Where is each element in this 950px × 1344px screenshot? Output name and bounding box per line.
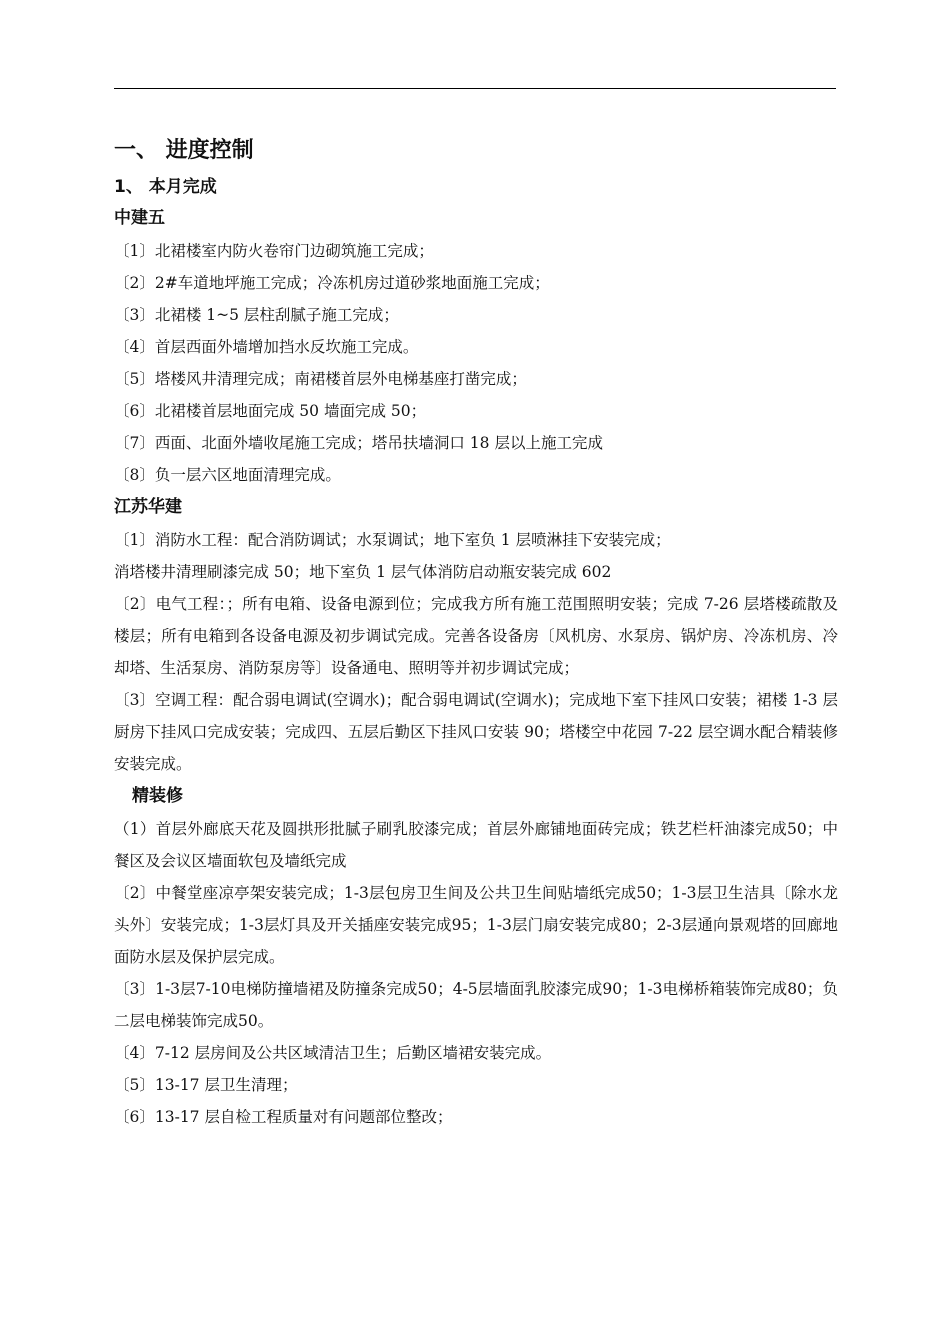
header-rule [114, 88, 836, 89]
list-item: （1）首层外廊底天花及圆拱形批腻子刷乳胶漆完成；首层外廊铺地面砖完成；铁艺栏杆油漆完成50；中餐区及会议区墙面软包及墙纸完成 [114, 820, 838, 870]
list-item: 〔2〕中餐堂座凉亭架安装完成；1-3层包房卫生间及公共卫生间贴墙纸完成50；1-3层卫生洁具〔除水龙头外〕安装完成；1-3层灯具及开关插座安装完成95；1-3层门扇安装完成80；2-3层通向景观塔的回廊地面防水层及保护层完成。 [114, 884, 838, 966]
section-title: 一、 进度控制 [114, 138, 254, 163]
list-item: 〔6〕北裙楼首层地面完成 50 墙面完成 50； [114, 402, 427, 420]
list-item: 〔1〕消防水工程：配合消防调试；水泵调试；地下室负 1 层喷淋挂下安装完成； [114, 531, 671, 549]
list-item: 〔6〕13-17 层自检工程质量对有问题部位整改； [114, 1108, 453, 1126]
contractor-heading: 中建五 [114, 208, 165, 228]
list-item: 〔3〕空调工程：配合弱电调试(空调水)；配合弱电调试(空调水)；完成地下室下挂风口安装；裙楼 1-3 层厨房下挂风口完成安装；完成四、五层后勤区下挂风口安装 90；塔楼空中花园 7-22 层空调水配合精装修安装完成。 [114, 691, 838, 773]
document-body [114, 134, 838, 1133]
list-item: 〔3〕北裙楼 1~5 层柱刮腻子施工完成； [114, 306, 399, 324]
list-item: 消塔楼井清理刷漆完成 50；地下室负 1 层气体消防启动瓶安装完成 602 [114, 563, 612, 581]
list-item: 〔2〕2#车道地坪施工完成；冷冻机房过道砂浆地面施工完成； [114, 274, 550, 292]
list-item: 〔2〕电气工程：；所有电箱、设备电源到位；完成我方所有施工范围照明安装；完成 7-26 层塔楼疏散及楼层；所有电箱到各设备电源及初步调试完成。完善各设备房〔风机房、水泵房、锅炉房、冷冻机房、冷却塔、生活泵房、消防泵房等〕设备通电、照明等并初步调试完成； [114, 595, 838, 677]
list-item: 〔5〕13-17 层卫生清理； [114, 1076, 298, 1094]
list-item: 〔5〕塔楼风井清理完成；南裙楼首层外电梯基座打凿完成； [114, 370, 527, 388]
list-item: 〔8〕负一层六区地面清理完成。 [114, 466, 341, 484]
list-item: 〔3〕1-3层7-10电梯防撞墙裙及防撞条完成50；4-5层墙面乳胶漆完成90；1-3电梯桥箱装饰完成80；负二层电梯装饰完成50。 [114, 980, 838, 1030]
list-item: 〔1〕北裙楼室内防火卷帘门边砌筑施工完成； [114, 242, 434, 260]
list-item: 〔7〕西面、北面外墙收尾施工完成；塔吊扶墙洞口 18 层以上施工完成 [114, 434, 603, 452]
list-item: 〔4〕7-12 层房间及公共区域清洁卫生；后勤区墙裙安装完成。 [114, 1044, 552, 1062]
contractor-heading: 精装修 [132, 786, 183, 806]
subsection-title: 1、 本月完成 [114, 177, 217, 197]
contractor-heading: 江苏华建 [114, 497, 182, 517]
list-item: 〔4〕首层西面外墙增加挡水反坎施工完成。 [114, 338, 419, 356]
